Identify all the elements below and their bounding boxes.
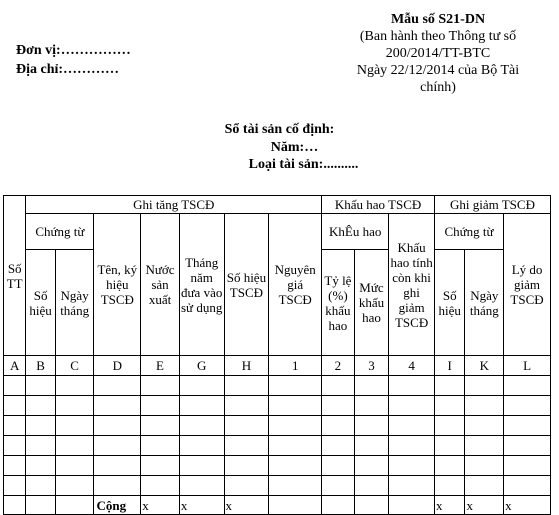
letter-cell: L: [504, 356, 551, 376]
table-cell: [141, 476, 180, 496]
table-cell: [354, 456, 389, 476]
table-cell: [55, 436, 94, 456]
table-cell: [354, 476, 389, 496]
table-cell: [389, 416, 435, 436]
table-cell: [504, 436, 551, 456]
table-cell: [434, 376, 464, 396]
table-cell: [504, 476, 551, 496]
col-name: Tên, ký hiệu TSCĐ: [94, 214, 141, 356]
subgroup-voucher-decrease: Chứng từ: [434, 214, 503, 250]
book-title: Sổ tài sản cố định:: [224, 122, 335, 137]
table-cell: [434, 456, 464, 476]
total-cell: [322, 496, 355, 515]
total-label: Cộng: [94, 496, 141, 515]
col-month-use: Tháng năm đưa vào sử dụng: [179, 214, 224, 356]
letter-cell: I: [434, 356, 464, 376]
table-cell: [389, 376, 435, 396]
letter-cell: E: [141, 356, 180, 376]
letter-row: [4, 356, 551, 376]
table-cell: [141, 456, 180, 476]
table-cell: [269, 456, 322, 476]
total-cell: [389, 496, 435, 515]
table-cell: [55, 456, 94, 476]
table-cell: [179, 416, 224, 436]
table-cell: [141, 436, 180, 456]
empty-rows: [4, 376, 551, 496]
table-cell: [389, 456, 435, 476]
letter-cell: 4: [389, 356, 435, 376]
total-mark: x: [465, 496, 504, 515]
table-cell: [94, 396, 141, 416]
issuance-line-4: chính): [420, 80, 456, 95]
col-stt: Số TT: [4, 196, 26, 356]
table-cell: [354, 436, 389, 456]
col-inc-no: Số hiệu: [26, 250, 55, 356]
table-row: [4, 476, 551, 496]
col-rate: Tỷ lệ (%) khấu hao: [322, 250, 355, 356]
total-cell: [354, 496, 389, 515]
asset-type-line: Loại tài sản:..........: [248, 157, 359, 172]
table-cell: [179, 456, 224, 476]
total-row: [4, 496, 551, 515]
table-cell: [322, 456, 355, 476]
form-info: [338, 11, 538, 96]
table-cell: [4, 476, 26, 496]
unit-address: Địa chỉ:…………: [16, 62, 120, 77]
table-cell: [26, 456, 55, 476]
issuance-line-3: Ngày 22/12/2014 của Bộ Tài: [356, 63, 520, 78]
table-cell: [4, 396, 26, 416]
table-cell: [55, 476, 94, 496]
table-cell: [354, 416, 389, 436]
table-cell: [224, 436, 269, 456]
table-cell: [504, 376, 551, 396]
table-cell: [26, 376, 55, 396]
issuance-line-1: (Ban hành theo Thông tư số: [359, 29, 517, 44]
table-row: [4, 456, 551, 476]
table-cell: [434, 476, 464, 496]
letter-cell: K: [465, 356, 504, 376]
col-reason: Lý do giảm TSCĐ: [504, 214, 551, 356]
col-country: Nước sản xuất: [141, 214, 180, 356]
table-cell: [26, 476, 55, 496]
col-amount: Mức khấu hao: [354, 250, 389, 356]
table-cell: [465, 476, 504, 496]
col-accum-depr: Khấu hao tính còn khi ghi giảm TSCĐ: [389, 214, 435, 356]
table-cell: [55, 396, 94, 416]
table-cell: [434, 416, 464, 436]
total-mark: x: [141, 496, 180, 515]
letter-cell: 2: [322, 356, 355, 376]
table-cell: [94, 376, 141, 396]
total-cell: [4, 496, 26, 515]
table-cell: [465, 376, 504, 396]
table-cell: [179, 476, 224, 496]
table-cell: [434, 436, 464, 456]
table-cell: [26, 416, 55, 436]
table-cell: [224, 456, 269, 476]
table-cell: [141, 376, 180, 396]
table-cell: [354, 376, 389, 396]
table-row: [4, 436, 551, 456]
letter-cell: H: [224, 356, 269, 376]
table-cell: [322, 436, 355, 456]
table-cell: [504, 396, 551, 416]
table-row: [4, 416, 551, 436]
group-depreciation: Khấu hao TSCĐ: [322, 196, 435, 214]
col-cost: Nguyên giá TSCĐ: [269, 214, 322, 356]
table-cell: [26, 436, 55, 456]
table-cell: [179, 436, 224, 456]
table-cell: [465, 416, 504, 436]
group-increase: Ghi tăng TSCĐ: [26, 196, 322, 214]
table-cell: [465, 396, 504, 416]
table-cell: [141, 416, 180, 436]
letter-cell: 3: [354, 356, 389, 376]
group-decrease: Ghi giảm TSCĐ: [434, 196, 550, 214]
table-cell: [26, 396, 55, 416]
table-cell: [55, 376, 94, 396]
table-cell: [224, 376, 269, 396]
table-cell: [94, 456, 141, 476]
letter-cell: B: [26, 356, 55, 376]
table-cell: [269, 416, 322, 436]
issuance-line-2: 200/2014/TT-BTC: [385, 46, 491, 61]
total-mark: x: [224, 496, 269, 515]
table-cell: [179, 376, 224, 396]
table-cell: [4, 416, 26, 436]
table-cell: [179, 396, 224, 416]
table-cell: [4, 376, 26, 396]
table-cell: [322, 396, 355, 416]
table-cell: [94, 436, 141, 456]
table-cell: [269, 476, 322, 496]
fixed-asset-table: [3, 195, 551, 515]
letter-cell: D: [94, 356, 141, 376]
subgroup-voucher-increase: Chứng từ: [26, 214, 94, 250]
table-cell: [224, 396, 269, 416]
col-asset-no: Số hiệu TSCĐ: [224, 214, 269, 356]
unit-name: Đơn vị:……………: [16, 43, 131, 58]
header-row-subgroups: [4, 214, 551, 250]
total-cell: [26, 496, 55, 515]
col-dec-no: Số hiệu: [434, 250, 464, 356]
year-line: Năm:…: [270, 139, 319, 155]
total-cell: [269, 496, 322, 515]
table-cell: [465, 436, 504, 456]
table-cell: [354, 396, 389, 416]
col-dec-date: Ngày tháng: [465, 250, 504, 356]
table-cell: [4, 436, 26, 456]
letter-cell: 1: [269, 356, 322, 376]
total-mark: x: [434, 496, 464, 515]
table-cell: [465, 456, 504, 476]
header-row-groups: [4, 196, 551, 214]
table-cell: [322, 376, 355, 396]
table-cell: [389, 436, 435, 456]
table-cell: [504, 456, 551, 476]
form-code: Mẫu số S21-DN: [390, 12, 486, 27]
total-cell: [55, 496, 94, 515]
table-cell: [94, 416, 141, 436]
letter-cell: A: [4, 356, 26, 376]
table-cell: [322, 476, 355, 496]
table-cell: [434, 396, 464, 416]
table-cell: [269, 436, 322, 456]
total-mark: x: [504, 496, 551, 515]
table-cell: [322, 416, 355, 436]
letter-cell: C: [55, 356, 94, 376]
table-cell: [224, 476, 269, 496]
table-row: [4, 396, 551, 416]
table-cell: [94, 476, 141, 496]
table-cell: [504, 416, 551, 436]
subgroup-depreciation-calc: KhÊu hao: [322, 214, 389, 250]
table-cell: [269, 376, 322, 396]
table-cell: [55, 416, 94, 436]
table-cell: [141, 396, 180, 416]
letter-cell: G: [179, 356, 224, 376]
document-title: [0, 121, 559, 174]
table-cell: [269, 396, 322, 416]
col-inc-date: Ngày tháng: [55, 250, 94, 356]
table-row: [4, 376, 551, 396]
table-cell: [389, 396, 435, 416]
table-cell: [224, 416, 269, 436]
total-mark: x: [179, 496, 224, 515]
unit-info: [16, 41, 131, 79]
table-cell: [4, 456, 26, 476]
table-cell: [389, 476, 435, 496]
